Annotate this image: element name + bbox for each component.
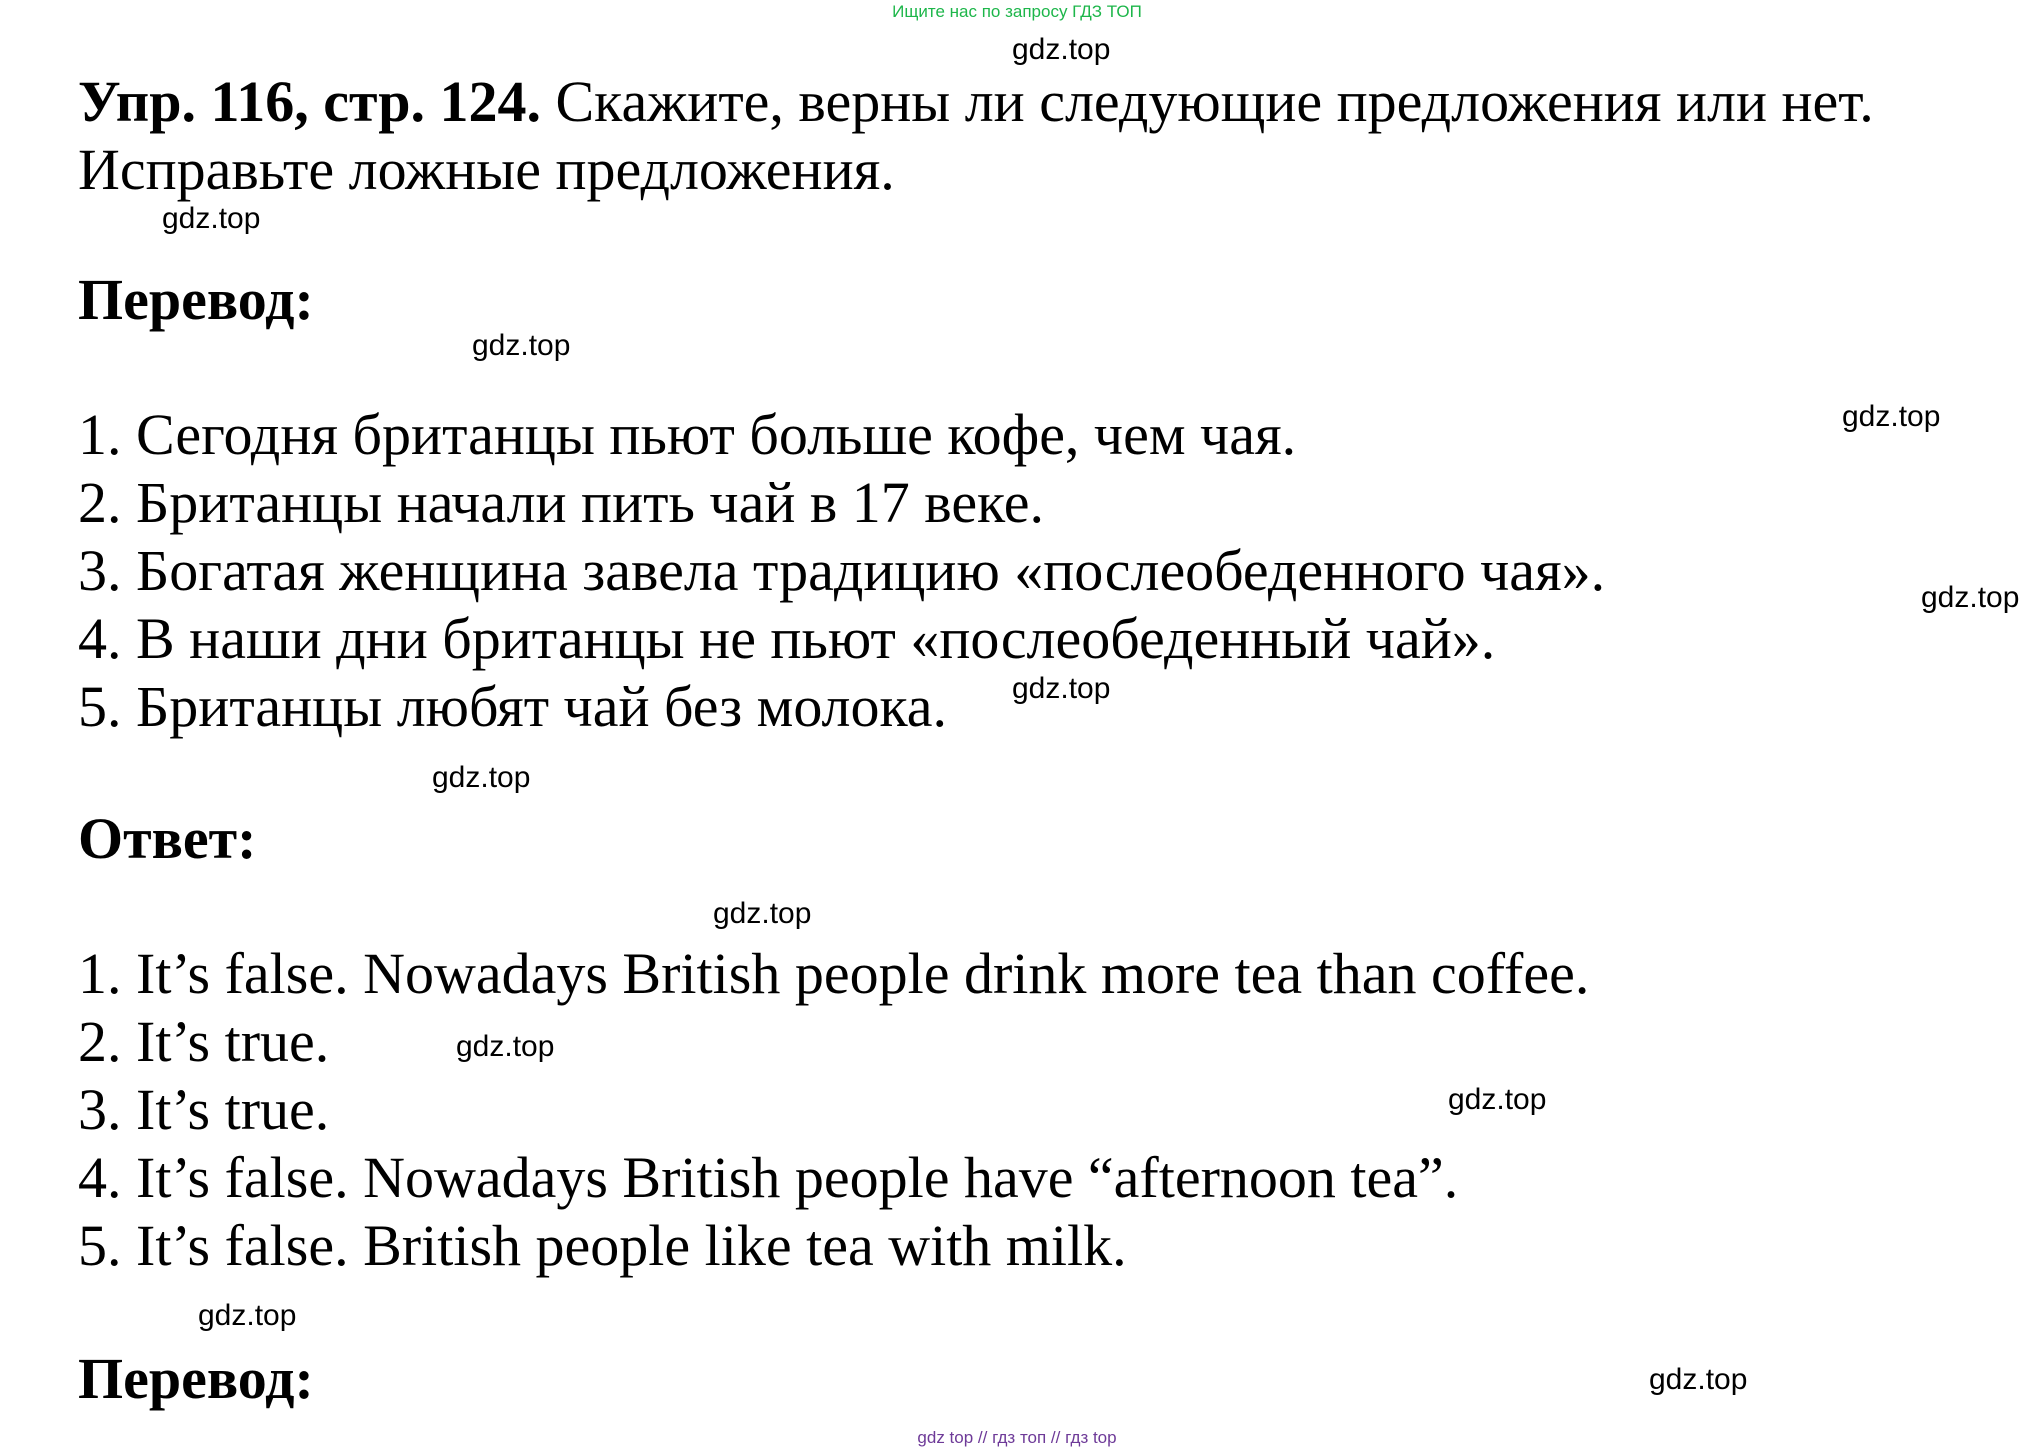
watermark: gdz.top (198, 1299, 297, 1332)
watermark: gdz.top (1649, 1363, 1748, 1396)
watermark: gdz.top (1448, 1083, 1547, 1116)
translation-item-1: 1. Сегодня британцы пьют больше кофе, чем чая. (78, 402, 1297, 467)
exercise-ref: Упр. 116, стр. 124. (78, 69, 541, 134)
watermark: gdz.top (1842, 400, 1941, 433)
exercise-heading (78, 68, 1874, 136)
translation-title-2: Перевод: (78, 1346, 314, 1411)
bottom-banner: gdz top // гдз топ // гдз top (917, 1428, 1117, 1447)
translation-item-4: 4. В наши дни британцы не пьют «послеобеденный чай». (78, 606, 1496, 671)
exercise-task-line2: Исправьте ложные предложения. (78, 137, 895, 202)
watermark: gdz.top (162, 202, 261, 235)
translation-item-3: 3. Богатая женщина завела традицию «послеобеденного чая». (78, 538, 1606, 603)
translation-title: Перевод: (78, 267, 314, 332)
answer-item-2: 2. It’s true. (78, 1009, 330, 1074)
answer-item-5: 5. It’s false. British people like tea with milk. (78, 1213, 1127, 1278)
answer-item-3: 3. It’s true. (78, 1077, 330, 1142)
answer-item-1: 1. It’s false. Nowadays British people drink more tea than coffee. (78, 941, 1590, 1006)
translation-item-2: 2. Британцы начали пить чай в 17 веке. (78, 470, 1045, 535)
answer-item-4: 4. It’s false. Nowadays British people have “afternoon tea”. (78, 1145, 1459, 1210)
watermark: gdz.top (472, 329, 571, 362)
top-banner: Ищите нас по запросу ГДЗ ТОП (892, 2, 1142, 21)
watermark: gdz.top (1012, 672, 1111, 705)
watermark: gdz.top (432, 761, 531, 794)
answer-title: Ответ: (78, 806, 257, 871)
translation-item-5: 5. Британцы любят чай без молока. (78, 674, 948, 739)
watermark: gdz.top (1012, 33, 1111, 66)
exercise-task: Скажите, верны ли следующие предложения или нет. (540, 69, 1874, 134)
watermark: gdz.top (456, 1030, 555, 1063)
watermark: gdz.top (713, 897, 812, 930)
watermark: gdz.top (1921, 581, 2020, 614)
